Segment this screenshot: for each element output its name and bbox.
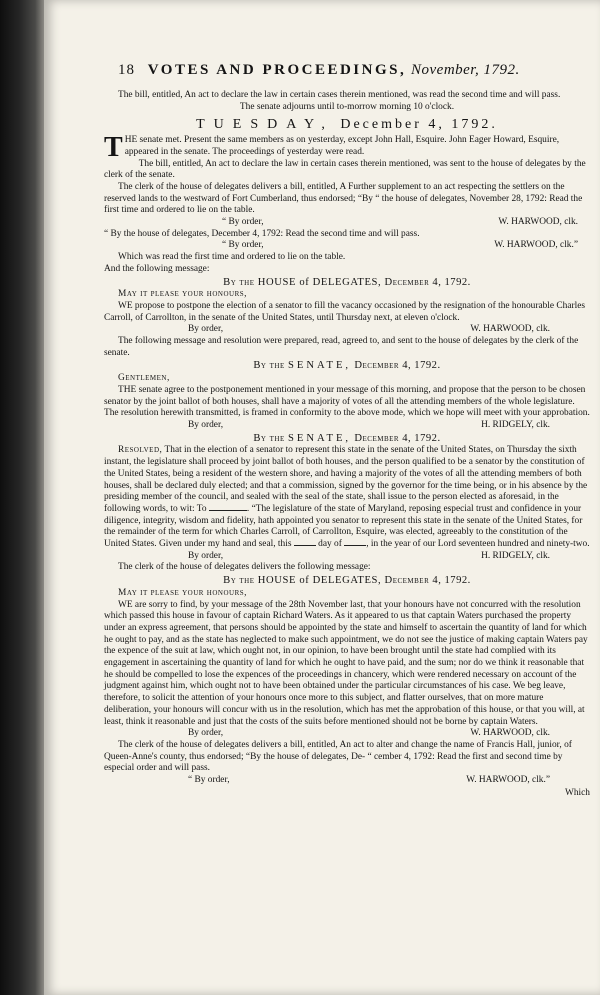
blank-line [344, 541, 366, 546]
message2-body: THE senate agree to the postponement mentioned in your message of this morning, and propose that the person to be chosen senator by the joint ballot of both houses, shall have a majority of votes of all the attending members of the whole legislature. The resolution herewith transmitted, is framed in conformity to the above mode, which we hope will meet with your approbation. [104, 384, 590, 419]
paragraph-second-reading: “ By the house of delegates, December 4, 1792: Read the second time and will pass. [104, 228, 420, 239]
order-signature-2: “ By order, W. HARWOOD, clk.” [222, 240, 578, 251]
running-header [118, 62, 600, 79]
book-spine-shadow [0, 0, 44, 995]
paragraph-bill-sent: The bill, entitled, An act to declare the law in certain cases therein mentioned, was sent to the house of delegates by the clerk of the senate. [104, 158, 586, 181]
message3-heading: By the HOUSE of DELEGATES, December 4, 1792. [223, 575, 471, 587]
day-name: TUESDAY, [196, 117, 334, 133]
page-number: 18 [118, 62, 135, 78]
message2-signature: By order, H. RIDGELY, clk. [188, 419, 550, 430]
document-page [44, 0, 600, 995]
order-signature-1: “ By order, W. HARWOOD, clk. [222, 217, 578, 228]
transition-following-message: The clerk of the house of delegates delivers the following message: [118, 562, 371, 573]
paragraph-first-reading: Which was read the first time and ordered to lie on the table. [118, 252, 346, 263]
intro-adjourn: The senate adjourns until to-morrow morning 10 o'clock. [239, 101, 455, 112]
day-heading [104, 119, 590, 131]
page-body [104, 90, 590, 799]
closing-paragraph: The clerk of the house of delegates delivers a bill, entitled, An act to alter and change the name of Francis Hall, junior, of Queen-Anne's county, thus endorsed; “By the house of delegates, De- “ cember 4, 1792: Read the first and second time by especial order and will pass. [104, 739, 572, 774]
resolution-signature: By order, H. RIDGELY, clk. [188, 550, 550, 561]
catchword: Which [565, 787, 590, 798]
paragraph-supplement-bill: The clerk of the house of delegates delivers a bill, entitled, A Further supplement to an act respecting the settlers on the reserved lands to the westward of Fort Cumberland, thus endorsed; “By “ the house of delegates, November 28, 1792: Read the first time and ordered to lie on the table. [104, 181, 583, 216]
message1-heading: By the HOUSE of DELEGATES, December 4, 1792. [223, 276, 471, 288]
paragraph-senate-met: THE senate met. Present the same members as on yesterday, except John Hall, Esquire. John Eager Howard, Esquire, appeared in the senate. The proceedings of yesterday were read. [104, 132, 560, 164]
header-month: November, 1792. [411, 62, 520, 78]
drop-cap: T [104, 132, 123, 164]
header-title: VOTES AND PROCEEDINGS, [147, 62, 407, 78]
message1-body: WE propose to postpone the election of a senator to fill the vacancy occasioned by the resignation of the honourable Charles Carroll, of Carrollton, in the senate of the United States, until Thursday next, at eleven o'clock. [104, 300, 586, 323]
closing-signature: “ By order, W. HARWOOD, clk.” [188, 775, 550, 786]
resolution-heading: By the SENATE, December 4, 1792. [253, 432, 441, 444]
blank-line [294, 541, 316, 546]
message1-salutation: May it please your honours, [118, 289, 247, 300]
resolution-body: Resolved, That in the election of a senator to represent this state in the senate of the United States, on Thursday the sixth instant, the legislature shall proceed by joint ballot of both houses, and the person qualified to be a senator by the constitution of the United States, being a resident of the western shore, and having a majority of the votes of all the attending members of both houses, shall be declared duly elected; and that a commission, signed by the governor for the time being, or in his absence by the presiding member of the council, and sealed with the seal of the state, shall issue to the person elected as aforesaid, in the following words, to wit: To . “The legislature of the state of Maryland, reposing especial trust and confidence in your diligence, integrity, wisdom and fidelity, hath appointed you senator to represent this state in the senate of the United States, for the remainder of the term for which Charles Carroll, of Carrollton, Esquire, was elected, agreeably to the constitution of the United States. Given under my hand and seal, this day of , in the year of our Lord seventeen hundred and ninety-two. [104, 445, 590, 550]
blank-line [209, 506, 247, 511]
message3-body: WE are sorry to find, by your message of the 28th November last, that your honours have not concurred with the resolution which passed this house in favour of captain Richard Waters. As it appeared to us that captain Waters purchased the property under an express agreement, that persons should be appointed by the state and himself to ascertain the quantity of land for which he ought to pay, and as the state has neglected to make such appointment, we do not see the justice of making captain Waters pay the expence of the suit at law, which ought not, in our opinion, to have been brought until the state had complied with its engagement in ascertaining the quantity of land for which he ought to have paid, and the sum; nor do we think it reasonable that he should be compelled to lose the expences of the proceedings in chancery, which were rendered necessary on account of the judgment against him, which ought not to have been obtained under the particular circumstances of his case. We beg leave, therefore, to solicit the attention of your honours once more to this subject, and flatter ourselves, that on more mature deliberation, your honours will concur with us in the resolution, which has met the approbation of this house, or that you will, at least, think it reasonable and just that the costs of the suits before mentioned should not be borne by captain Waters. [104, 599, 588, 727]
intro-bill-line: The bill, entitled, An act to declare the law in certain cases therein mentioned, was read the second time and will pass. [118, 90, 561, 100]
paragraph-following-message: And the following message: [104, 263, 210, 274]
message3-signature: By order, W. HARWOOD, clk. [188, 728, 550, 739]
message2-heading: By the SENATE, December 4, 1792. [253, 360, 441, 372]
day-date: December 4, 1792. [340, 117, 498, 133]
message1-signature: By order, W. HARWOOD, clk. [188, 324, 550, 335]
message2-salutation: Gentlemen, [118, 373, 170, 384]
transition-message-resolution: The following message and resolution were prepared, read, agreed to, and sent to the house of delegates by the clerk of the senate. [104, 336, 579, 358]
message3-salutation: May it please your honours, [118, 587, 247, 598]
